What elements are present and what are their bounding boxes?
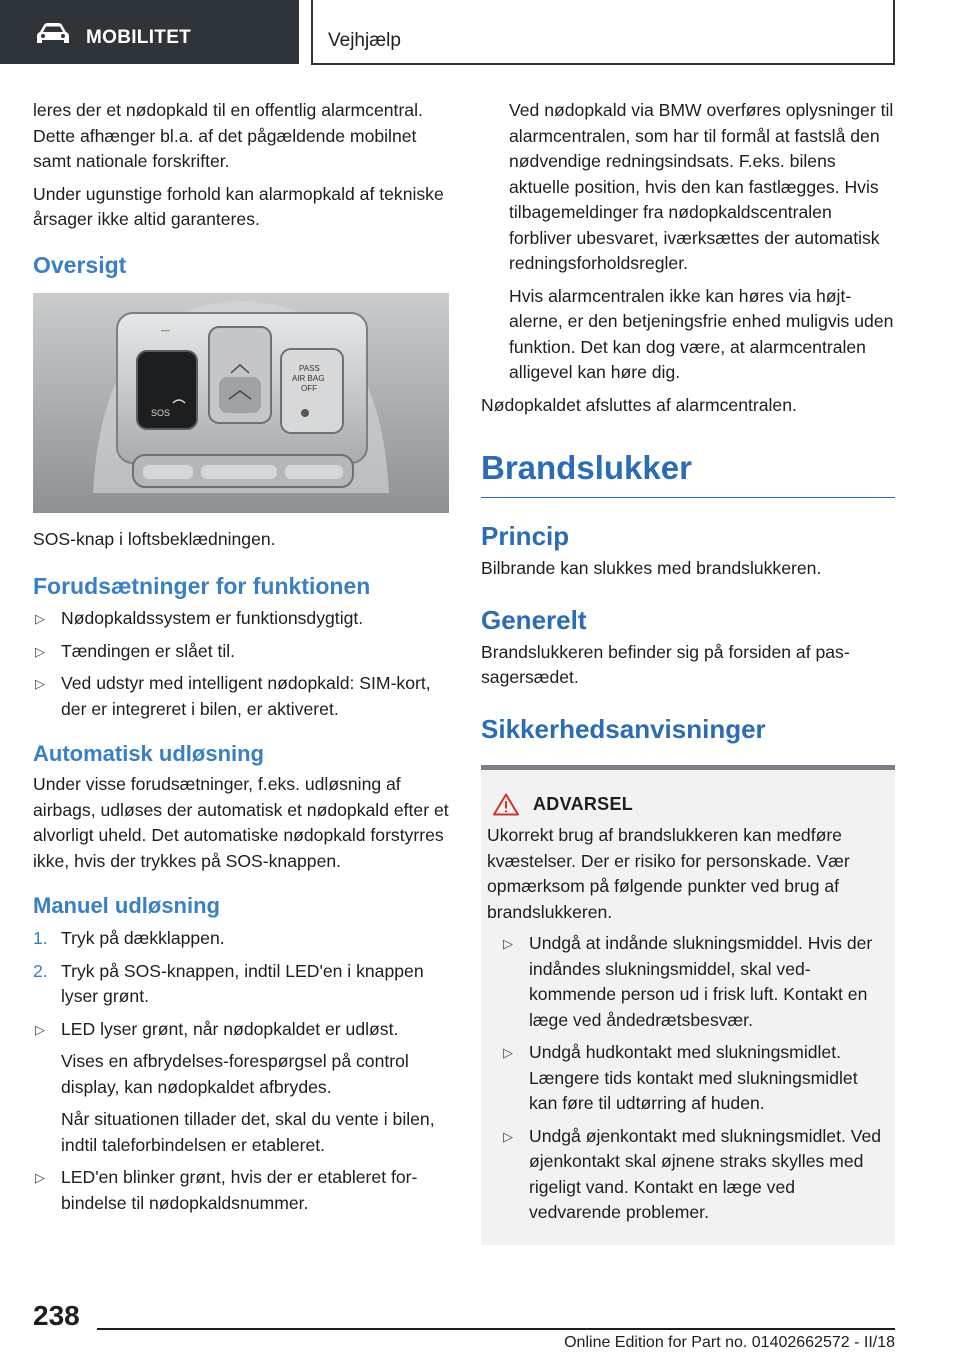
- list-item: ▷ Ved udstyr med intelligent nødopkald: SIM-kort, der er integreret i bilen, er aktiveret.: [35, 673, 431, 719]
- warning-title: ADVARSEL: [487, 792, 887, 818]
- list-item: ▷ Undgå øjenkontakt med slukningsmidlet. Ved øjenkontakt skal øjnene straks skylles med rigeligt vand. Kontakt en læge ved vedvarende problemer.: [503, 1125, 882, 1222]
- paragraph: Nødopkaldet afsluttes af alarmcentralen.: [481, 394, 797, 415]
- warning-box: [481, 765, 895, 1245]
- warning-list: [487, 931, 887, 1226]
- heading-brandslukker: Brandslukker: [481, 448, 895, 498]
- prerequisites-list: [33, 606, 449, 722]
- paragraph: leres der et nødopkald til en offentlig alarmcentral. Dette afhænger bl.a. af det pågældende mobilnet samt nationale forskrifter.: [33, 100, 423, 171]
- list-item: 1. Tryk på dækklappen.: [33, 928, 225, 948]
- list-item: ▷ Tændingen er slået til.: [33, 639, 449, 665]
- svg-text:—: —: [161, 324, 170, 335]
- list-item: ▷ Undgå at indånde slukningsmiddel. Hvis der indåndes slukningsmiddel, skal vedkommende person ud i frisk luft. Kontakt en læge ved åndedrætsbesvær.: [503, 933, 873, 1030]
- warning-icon: [493, 793, 519, 816]
- chapter-title: Vejhjælp: [328, 30, 401, 51]
- paragraph: Brandslukkeren befinder sig på forsiden af passagersædet.: [481, 641, 850, 687]
- right-column: [481, 98, 895, 1245]
- off-label: OFF: [301, 383, 317, 393]
- paragraph: Hvis alarmcentralen ikke kan høres via højtalerne, er den betjeningsfrie enhed muligvis uden funktion. Det kan dog være, at alarmcentralen alligevel kan høre dig.: [509, 285, 894, 382]
- paragraph: Under ugunstige forhold kan alarmopkald af tekniske årsager ikke altid garanteres.: [33, 183, 444, 229]
- sos-button-photo: [33, 293, 449, 513]
- heading-forudsaetninger: Forudsætninger for funktionen: [33, 573, 371, 599]
- paragraph: Ved nødopkald via BMW overføres oplysninger til alarmcentralen, som har til formål at fastslå den nødvendige redningsindsats. F.eks. bilens aktuelle position, hvis den kan fastlægges. Hvis tilbagemeldinger fra nødopkaldscentralen forbliver ubesvaret, iværksættes der automatisk redningsforholdsregler.: [509, 100, 894, 273]
- paragraph: Under visse forudsætninger, f.eks. udløsning af airbags, udløses der automatisk et nødopkald efter et alvorligt uheld. Det automatiske nødopkald forstyrres ikke, hvis der trykkes på SOS-knappen.: [33, 774, 449, 871]
- page-number: 238: [33, 1300, 80, 1331]
- list-item: ▷ Nødopkaldssystem er funktionsdygtigt.: [33, 606, 449, 632]
- triangle-bullet-icon: ▷: [503, 936, 513, 951]
- heading-princip: Princip: [481, 521, 570, 551]
- triangle-bullet-icon: ▷: [35, 1021, 45, 1037]
- sos-label: SOS: [151, 407, 171, 418]
- triangle-bullet-icon: ▷: [35, 1170, 45, 1185]
- steps-list: [33, 926, 449, 1010]
- airbag-label: AIR BAG: [292, 373, 325, 383]
- section-label: MOBILITET: [86, 27, 192, 48]
- led-list: [33, 1017, 449, 1217]
- chapter-header: [311, 0, 895, 65]
- heading-automatisk: Automatisk udløsning: [33, 741, 264, 766]
- heading-oversigt: Oversigt: [33, 251, 127, 278]
- triangle-bullet-icon: ▷: [35, 676, 45, 691]
- heading-manuel: Manuel udløsning: [33, 893, 220, 918]
- triangle-bullet-icon: ▷: [35, 611, 45, 626]
- paragraph: Bilbrande kan slukkes med brandslukkeren.: [481, 558, 822, 578]
- list-item: ▷ LED'en blinker grønt, hvis der er etableret forbindelse til nødopkaldsnummer.: [35, 1167, 418, 1213]
- triangle-bullet-icon: ▷: [35, 643, 45, 659]
- warning-text: Ukorrekt brug af brandslukkeren kan medføre kvæstelser. Der er risiko for personskade. Vær opmærksom på følgende punkter ved brug af brandslukkeren.: [487, 825, 850, 922]
- footer-divider: [97, 1328, 895, 1330]
- list-item: ▷ LED lyser grønt, når nødopkaldet er udløst. Vises en afbrydelses-forespørgsel på control display, kan nødopkaldet afbrydes. Når situationen tillader det, skal du vente i bilen, indtil taleforbindelsen er etableret.: [35, 1018, 435, 1155]
- heading-generelt: Generelt: [481, 604, 587, 635]
- list-item: 2. Tryk på SOS-knappen, indtil LED'en i knappen lyser grønt.: [33, 960, 424, 1006]
- triangle-bullet-icon: ▷: [503, 1045, 513, 1060]
- photo-caption: SOS-knap i loftsbeklædningen.: [33, 528, 276, 549]
- edition-note: Online Edition for Part no. 01402662572 - II/18: [564, 1334, 895, 1351]
- triangle-bullet-icon: ▷: [503, 1128, 513, 1144]
- heading-sikkerhed: Sikkerhedsanvisninger: [481, 713, 766, 744]
- section-tab: [0, 0, 299, 64]
- list-item: ▷ Undgå hudkontakt med slukningsmidlet. Længere tids kontakt med slukningsmidlet kan føre til udtørring af huden.: [503, 1042, 858, 1113]
- left-column: [33, 98, 449, 1223]
- pass-label: PASS: [299, 363, 320, 373]
- car-icon: [36, 22, 70, 46]
